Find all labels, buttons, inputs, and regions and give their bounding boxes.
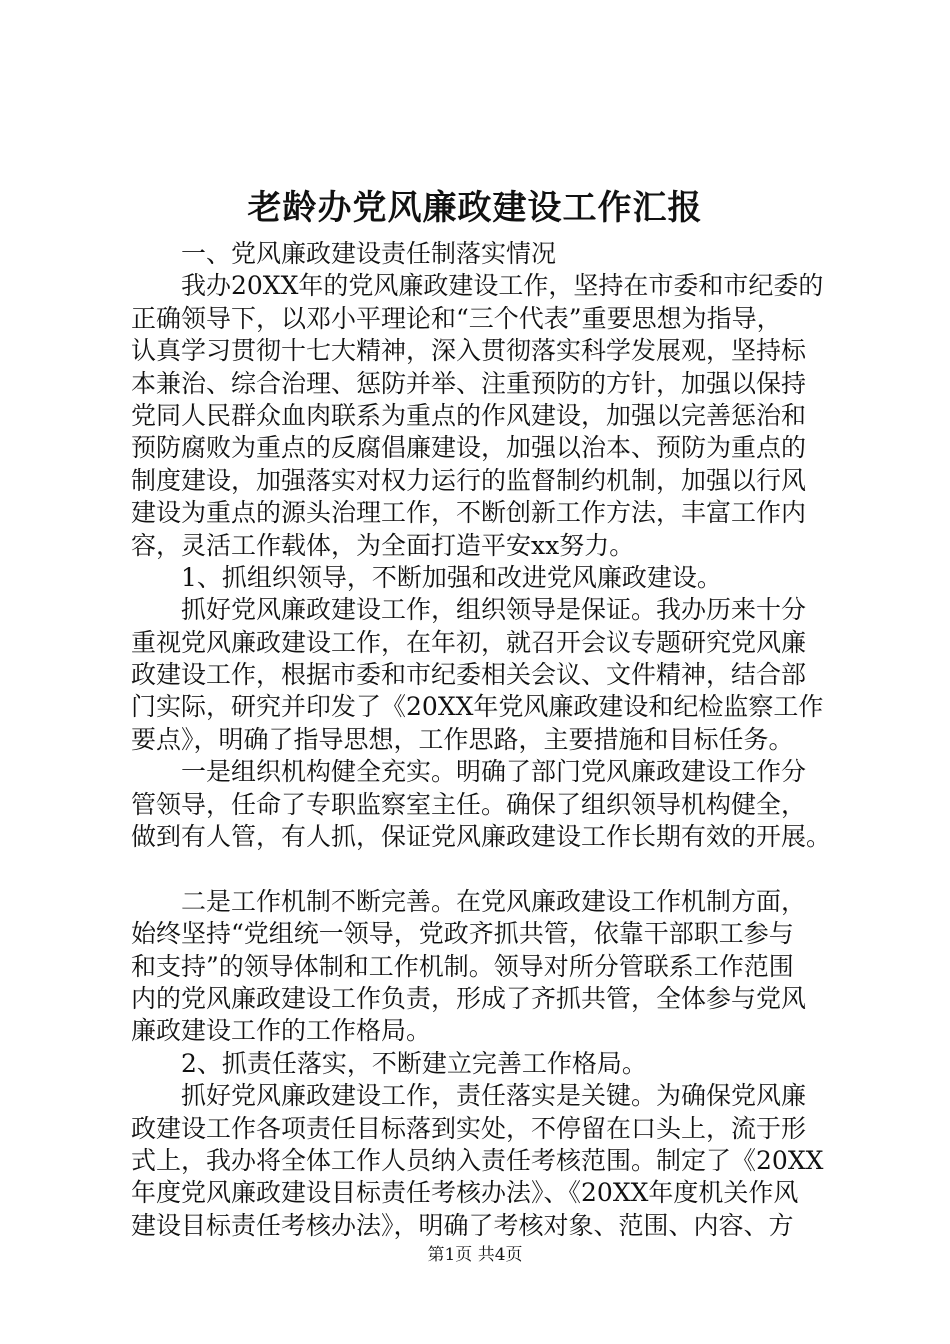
paragraph-line: 党同人民群众血肉联系为重点的作风建设，加强以完善惩治和 [131,400,807,430]
paragraph-line: 预防腐败为重点的反腐倡廉建设，加强以治本、预防为重点的 [131,433,807,463]
paragraph-line: 容，灵活工作载体，为全面打造平安xx努力。 [131,530,635,560]
paragraph-line: 二是工作机制不断完善。在党风廉政建设工作机制方面， [181,886,807,916]
paragraph-line: 抓好党风廉政建设工作，组织领导是保证。我办历来十分 [181,595,807,625]
paragraph-line: 政建设工作，根据市委和市纪委相关会议、文件精神，结合部 [131,660,807,690]
paragraph-line: 始终坚持“党组统一领导，党政齐抓共管，依靠干部职工参与 [131,919,794,949]
paragraph-line: 建设为重点的源头治理工作，不断创新工作方法，丰富工作内 [131,498,807,528]
paragraph-line: 内的党风廉政建设工作负责，形成了齐抓共管，全体参与党风 [131,983,807,1013]
paragraph-line: 制度建设，加强落实对权力运行的监督制约机制，加强以行风 [131,465,807,495]
paragraph-line: 年度党风廉政建设目标责任考核办法》、《20XX年度机关作风 [131,1178,799,1208]
paragraph-line: 建设目标责任考核办法》，明确了考核对象、范围、内容、方 [131,1210,794,1240]
paragraph-line: 政建设工作各项责任目标落到实处，不停留在口头上，流于形 [131,1113,807,1143]
paragraph-line: 一是组织机构健全充实。明确了部门党风廉政建设工作分 [181,757,807,787]
document-title: 老龄办党风廉政建设工作汇报 [247,188,703,228]
paragraph-line: 做到有人管，有人抓，保证党风廉政建设工作长期有效的开展。 [131,822,832,852]
paragraph-line: 正确领导下，以邓小平理论和“三个代表”重要思想为指导， [131,303,782,333]
section-heading: 一、党风廉政建设责任制落实情况 [181,239,557,268]
paragraph-line: 我办20XX年的党风廉政建设工作，坚持在市委和市纪委的 [181,271,824,301]
document-body [131,238,831,1242]
paragraph-line: 认真学习贯彻十七大精神，深入贯彻落实科学发展观，坚持标 [131,336,807,366]
paragraph-line: 要点》，明确了指导思想，工作思路，主要措施和目标任务。 [131,724,794,754]
page-footer: 第1页 共4页 [427,1245,523,1265]
paragraph-line: 廉政建设工作的工作格局。 [131,1016,432,1046]
paragraph-line: 本兼治、综合治理、惩防并举、注重预防的方针，加强以保持 [131,368,807,398]
subsection-heading: 1、抓组织领导，不断加强和改进党风廉政建设。 [181,562,722,592]
paragraph-line: 门实际，研究并印发了《20XX年党风廉政建设和纪检监察工作 [131,692,824,722]
blank-line [131,853,831,885]
paragraph-line: 管领导，任命了专职监察室主任。确保了组织领导机构健全， [131,789,807,819]
paragraph-line: 重视党风廉政建设工作，在年初，就召开会议专题研究党风廉 [131,627,807,657]
paragraph-line: 和支持”的领导体制和工作机制。领导对所分管联系工作范围 [131,951,794,981]
subsection-heading: 2、抓责任落实，不断建立完善工作格局。 [181,1048,647,1078]
paragraph-line: 抓好党风廉政建设工作，责任落实是关键。为确保党风廉 [181,1081,807,1111]
paragraph-line: 式上，我办将全体工作人员纳入责任考核范围。制定了《20XX [131,1145,824,1175]
